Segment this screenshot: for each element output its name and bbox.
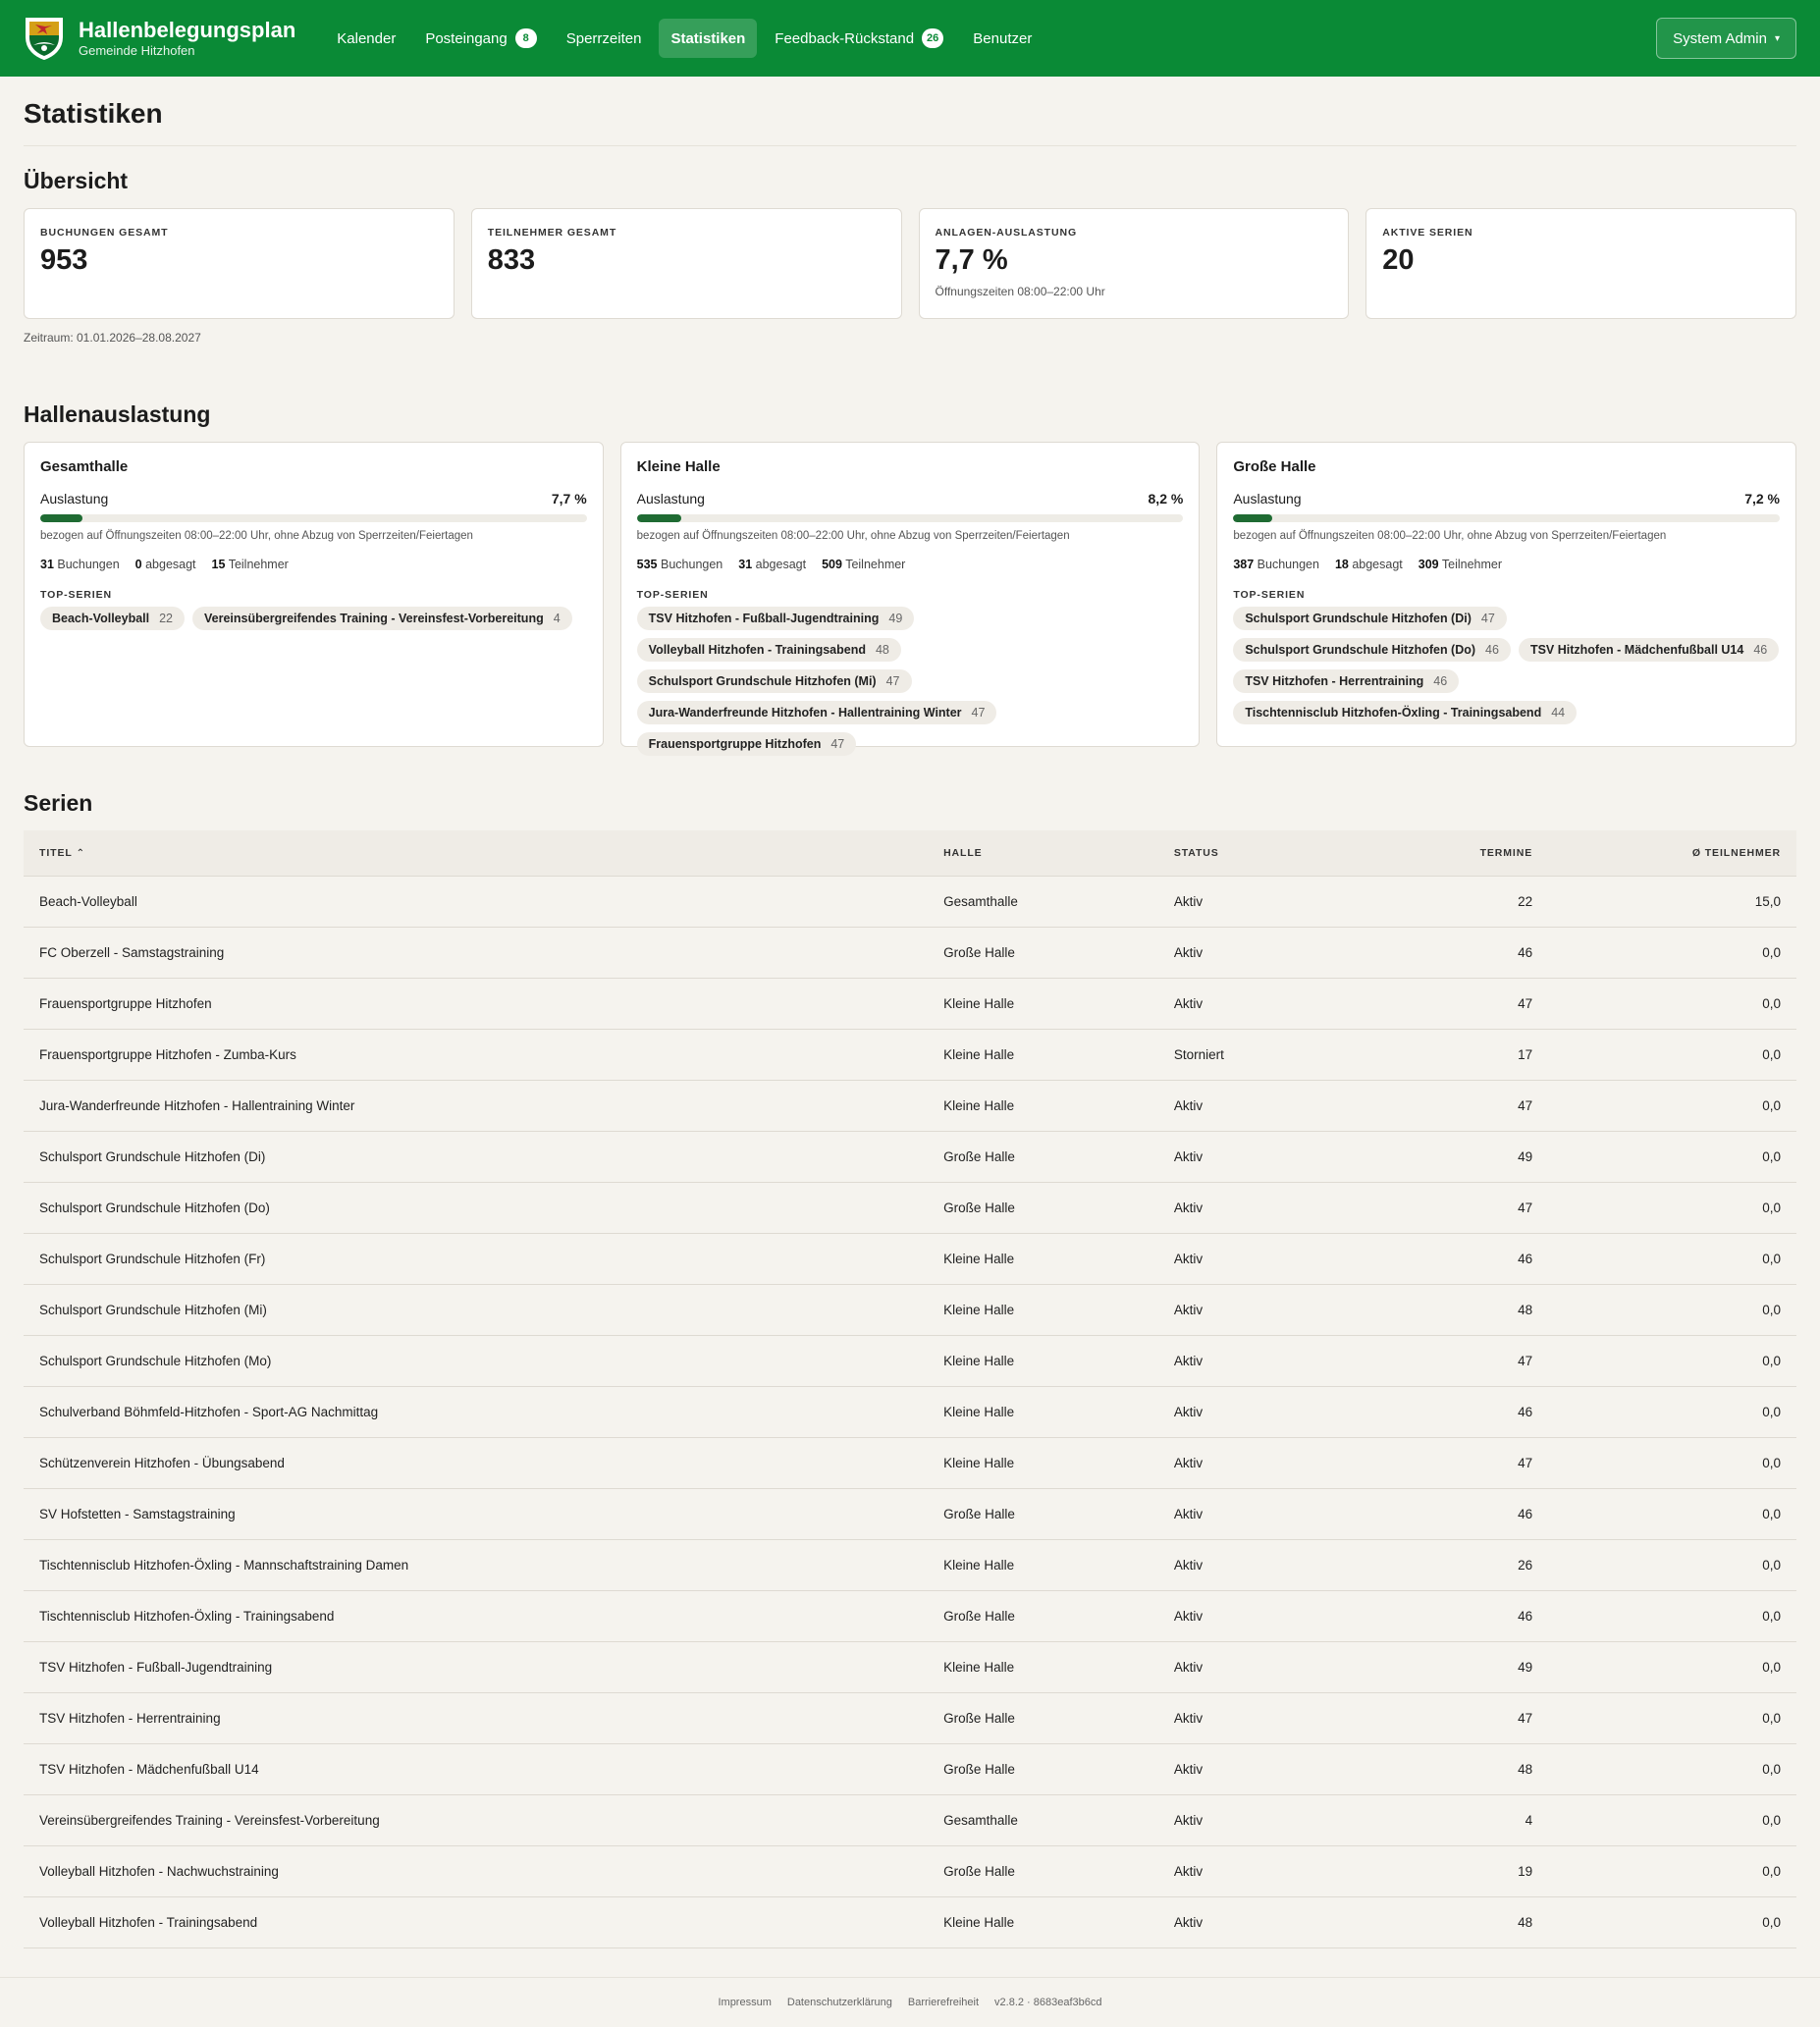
series-avg-participants: 0,0 xyxy=(1548,1794,1796,1845)
table-row[interactable] xyxy=(24,1539,1796,1590)
cancelled-count: 31 abgesagt xyxy=(738,558,807,571)
inbox-count-badge: 8 xyxy=(515,28,537,48)
top-series-label: TOP-SERIEN xyxy=(636,589,709,601)
sort-ascending-icon: ⌃ xyxy=(76,847,85,859)
stat-value: 7,7 % xyxy=(935,244,1008,276)
series-status: Aktiv xyxy=(1158,1743,1389,1794)
series-status: Aktiv xyxy=(1158,1131,1389,1182)
series-dates: 47 xyxy=(1389,1335,1549,1386)
chip-count: 48 xyxy=(875,643,889,657)
top-series-chip xyxy=(637,701,997,724)
series-status: Aktiv xyxy=(1158,1284,1389,1335)
chip-count: 47 xyxy=(1480,612,1495,625)
series-avg-participants: 0,0 xyxy=(1548,978,1796,1029)
chip-label: Schulsport Grundschule Hitzhofen (Do) xyxy=(1245,643,1476,657)
series-avg-participants: 0,0 xyxy=(1548,1284,1796,1335)
stat-label: BUCHUNGEN GESAMT xyxy=(40,227,169,239)
series-hall: Kleine Halle xyxy=(928,978,1158,1029)
series-title: TSV Hitzhofen - Fußball-Jugendtraining xyxy=(24,1641,928,1692)
table-row[interactable] xyxy=(24,1182,1796,1233)
chip-count: 44 xyxy=(1551,706,1566,720)
series-hall: Große Halle xyxy=(928,1590,1158,1641)
table-header-row xyxy=(24,830,1796,876)
table-row[interactable] xyxy=(24,1080,1796,1131)
series-title: Schulverband Böhmfeld-Hitzhofen - Sport-AG Nachmittag xyxy=(24,1386,928,1437)
series-dates: 26 xyxy=(1389,1539,1549,1590)
series-heading: Serien xyxy=(24,790,93,816)
top-series-chip xyxy=(40,607,185,630)
stat-card xyxy=(919,208,1350,319)
series-dates: 49 xyxy=(1389,1641,1549,1692)
series-status: Aktiv xyxy=(1158,1233,1389,1284)
chip-count: 46 xyxy=(1753,643,1768,657)
column-header-avg-participants[interactable]: Ø TEILNEHMER xyxy=(1548,830,1796,876)
series-status: Aktiv xyxy=(1158,1692,1389,1743)
top-series-list xyxy=(1233,607,1780,724)
utilization-row xyxy=(40,491,587,507)
nav-label: Benutzer xyxy=(973,29,1033,47)
series-title: TSV Hitzhofen - Herrentraining xyxy=(24,1692,928,1743)
chip-count: 4 xyxy=(553,612,561,625)
series-avg-participants: 0,0 xyxy=(1548,1029,1796,1080)
chip-label: Frauensportgruppe Hitzhofen xyxy=(648,737,822,751)
user-name: System Admin xyxy=(1673,29,1767,47)
series-table xyxy=(24,830,1796,1948)
series-status: Aktiv xyxy=(1158,1386,1389,1437)
series-status: Aktiv xyxy=(1158,1437,1389,1488)
version-info: v2.8.2 · 8683eaf3b6cd xyxy=(994,1997,1102,2008)
series-dates: 47 xyxy=(1389,1437,1549,1488)
cancelled-count: 0 abgesagt xyxy=(134,558,196,571)
nav-kalender[interactable] xyxy=(325,19,407,58)
main-nav xyxy=(325,19,1044,58)
series-hall: Gesamthalle xyxy=(928,1794,1158,1845)
utilization-label: Auslastung xyxy=(636,491,705,507)
series-avg-participants: 0,0 xyxy=(1548,1386,1796,1437)
stat-card xyxy=(24,208,455,319)
column-header-hall[interactable]: HALLE xyxy=(928,830,1158,876)
top-series-chip xyxy=(637,607,915,630)
footer-link-barrierefreiheit[interactable]: Barrierefreiheit xyxy=(907,1997,980,2008)
nav-label: Posteingang xyxy=(425,29,508,47)
table-row[interactable] xyxy=(24,927,1796,978)
series-avg-participants: 0,0 xyxy=(1548,1080,1796,1131)
stat-label: TEILNEHMER GESAMT xyxy=(487,227,617,239)
series-title: Frauensportgruppe Hitzhofen - Zumba-Kurs xyxy=(24,1029,928,1080)
series-hall: Große Halle xyxy=(928,1845,1158,1896)
nav-label: Kalender xyxy=(337,29,397,47)
series-title: Schulsport Grundschule Hitzhofen (Do) xyxy=(24,1182,928,1233)
series-status: Aktiv xyxy=(1158,1896,1389,1947)
stat-card xyxy=(471,208,902,319)
top-series-list xyxy=(40,607,587,630)
top-series-chip xyxy=(637,732,857,756)
series-title: Frauensportgruppe Hitzhofen xyxy=(24,978,928,1029)
series-avg-participants: 0,0 xyxy=(1548,927,1796,978)
series-hall: Kleine Halle xyxy=(928,1029,1158,1080)
cancelled-count: 18 abgesagt xyxy=(1334,558,1403,571)
nav-label: Sperrzeiten xyxy=(565,29,642,47)
series-title: Beach-Volleyball xyxy=(24,876,928,927)
nav-label: Feedback-Rückstand xyxy=(775,29,915,47)
footer-link-datenschutz[interactable]: Datenschutzerklärung xyxy=(786,1997,892,2008)
app-title: Hallenbelegungsplan xyxy=(79,18,296,42)
series-dates: 49 xyxy=(1389,1131,1549,1182)
utilization-note: bezogen auf Öffnungszeiten 08:00–22:00 Uhr, ohne Abzug von Sperrzeiten/Feiertagen xyxy=(636,530,1070,542)
chip-count: 49 xyxy=(888,612,903,625)
chip-label: Volleyball Hitzhofen - Trainingsabend xyxy=(648,643,866,657)
chip-label: Vereinsübergreifendes Training - Vereinsfest-Vorbereitung xyxy=(204,612,544,625)
series-table-body xyxy=(24,876,1796,1947)
top-series-chip xyxy=(192,607,572,630)
series-hall: Kleine Halle xyxy=(928,1539,1158,1590)
series-status: Aktiv xyxy=(1158,978,1389,1029)
user-menu-button[interactable] xyxy=(1656,18,1796,59)
stat-value: 953 xyxy=(40,244,88,276)
chip-label: Schulsport Grundschule Hitzhofen (Mi) xyxy=(648,674,877,688)
hall-counts xyxy=(40,558,587,571)
chip-label: TSV Hitzhofen - Herrentraining xyxy=(1245,674,1424,688)
series-avg-participants: 0,0 xyxy=(1548,1488,1796,1539)
table-row[interactable] xyxy=(24,1284,1796,1335)
table-row[interactable] xyxy=(24,1794,1796,1845)
table-row[interactable] xyxy=(24,1386,1796,1437)
table-row[interactable] xyxy=(24,1437,1796,1488)
table-row[interactable] xyxy=(24,1029,1796,1080)
hall-name: Große Halle xyxy=(1233,458,1316,475)
series-hall: Kleine Halle xyxy=(928,1335,1158,1386)
nav-feedback-rueckstand[interactable] xyxy=(763,19,955,58)
top-series-list xyxy=(637,607,1184,756)
bookings-count: 387 Buchungen xyxy=(1233,558,1319,571)
table-row[interactable] xyxy=(24,1488,1796,1539)
chip-label: Beach-Volleyball xyxy=(52,612,150,625)
series-hall: Kleine Halle xyxy=(928,1386,1158,1437)
brand[interactable] xyxy=(24,16,295,61)
hall-name: Kleine Halle xyxy=(636,458,721,475)
chevron-down-icon: ▾ xyxy=(1774,32,1780,44)
series-dates: 46 xyxy=(1389,1386,1549,1437)
chip-label: TSV Hitzhofen - Mädchenfußball U14 xyxy=(1529,643,1744,657)
top-series-chip xyxy=(1233,701,1577,724)
nav-posteingang[interactable] xyxy=(413,19,548,58)
series-title: Schützenverein Hitzhofen - Übungsabend xyxy=(24,1437,928,1488)
utilization-bar xyxy=(637,514,1184,522)
chip-count: 47 xyxy=(971,706,986,720)
hall-card xyxy=(620,442,1201,751)
utilization-percent: 8,2 % xyxy=(1148,491,1184,507)
column-header-dates[interactable]: TERMINE xyxy=(1389,830,1549,876)
series-hall: Kleine Halle xyxy=(928,1080,1158,1131)
utilization-row xyxy=(637,491,1184,507)
series-dates: 47 xyxy=(1389,1182,1549,1233)
overview-stats xyxy=(24,208,1796,319)
series-dates: 47 xyxy=(1389,1080,1549,1131)
series-dates: 17 xyxy=(1389,1029,1549,1080)
series-title: SV Hofstetten - Samstagstraining xyxy=(24,1488,928,1539)
nav-sperrzeiten[interactable] xyxy=(555,19,654,58)
series-title: Vereinsübergreifendes Training - Vereinsfest-Vorbereitung xyxy=(24,1794,928,1845)
stat-label: AKTIVE SERIEN xyxy=(1382,227,1473,239)
hall-utilization-heading: Hallenauslastung xyxy=(24,401,211,427)
series-dates: 22 xyxy=(1389,876,1549,927)
series-title: Tischtennisclub Hitzhofen-Öxling - Mannschaftstraining Damen xyxy=(24,1539,928,1590)
utilization-bar-fill xyxy=(40,514,82,522)
series-status: Aktiv xyxy=(1158,1539,1389,1590)
chip-count: 47 xyxy=(885,674,900,688)
series-hall: Große Halle xyxy=(928,1692,1158,1743)
series-status: Aktiv xyxy=(1158,927,1389,978)
series-title: Volleyball Hitzhofen - Nachwuchstraining xyxy=(24,1845,928,1896)
series-avg-participants: 0,0 xyxy=(1548,1437,1796,1488)
date-range: Zeitraum: 01.01.2026–28.08.2027 xyxy=(24,331,201,345)
series-avg-participants: 15,0 xyxy=(1548,876,1796,927)
utilization-row xyxy=(1233,491,1780,507)
series-avg-participants: 0,0 xyxy=(1548,1896,1796,1947)
series-dates: 4 xyxy=(1389,1794,1549,1845)
utilization-bar-fill xyxy=(1233,514,1272,522)
footer xyxy=(0,1977,1820,2027)
utilization-note: bezogen auf Öffnungszeiten 08:00–22:00 Uhr, ohne Abzug von Sperrzeiten/Feiertagen xyxy=(40,530,473,542)
series-hall: Kleine Halle xyxy=(928,1284,1158,1335)
series-status: Aktiv xyxy=(1158,876,1389,927)
series-title: TSV Hitzhofen - Mädchenfußball U14 xyxy=(24,1743,928,1794)
series-hall: Kleine Halle xyxy=(928,1437,1158,1488)
utilization-bar-fill xyxy=(637,514,682,522)
series-avg-participants: 0,0 xyxy=(1548,1131,1796,1182)
series-dates: 47 xyxy=(1389,1692,1549,1743)
series-title: Jura-Wanderfreunde Hitzhofen - Hallentraining Winter xyxy=(24,1080,928,1131)
chip-label: Jura-Wanderfreunde Hitzhofen - Hallentraining Winter xyxy=(648,706,962,720)
chip-count: 46 xyxy=(1433,674,1448,688)
table-row[interactable] xyxy=(24,1641,1796,1692)
series-status: Aktiv xyxy=(1158,1182,1389,1233)
series-avg-participants: 0,0 xyxy=(1548,1641,1796,1692)
stat-card xyxy=(1365,208,1796,319)
chip-count: 22 xyxy=(159,612,174,625)
series-title: Tischtennisclub Hitzhofen-Öxling - Trainingsabend xyxy=(24,1590,928,1641)
series-avg-participants: 0,0 xyxy=(1548,1692,1796,1743)
nav-statistiken[interactable] xyxy=(659,19,757,58)
hall-counts xyxy=(637,558,1184,571)
utilization-label: Auslastung xyxy=(40,491,109,507)
series-hall: Große Halle xyxy=(928,1182,1158,1233)
series-avg-participants: 0,0 xyxy=(1548,1182,1796,1233)
top-series-chip xyxy=(637,669,912,693)
series-status: Aktiv xyxy=(1158,1641,1389,1692)
table-row[interactable] xyxy=(24,978,1796,1029)
stat-label: ANLAGEN-AUSLASTUNG xyxy=(935,227,1078,239)
series-hall: Große Halle xyxy=(928,1131,1158,1182)
series-status: Aktiv xyxy=(1158,1794,1389,1845)
series-avg-participants: 0,0 xyxy=(1548,1743,1796,1794)
table-row[interactable] xyxy=(24,1590,1796,1641)
series-status: Aktiv xyxy=(1158,1845,1389,1896)
series-avg-participants: 0,0 xyxy=(1548,1233,1796,1284)
chip-count: 47 xyxy=(830,737,845,751)
series-dates: 19 xyxy=(1389,1845,1549,1896)
table-row[interactable] xyxy=(24,1233,1796,1284)
series-hall: Kleine Halle xyxy=(928,1233,1158,1284)
stat-subtext: Öffnungszeiten 08:00–22:00 Uhr xyxy=(935,285,1105,298)
top-series-label: TOP-SERIEN xyxy=(1233,589,1306,601)
series-title: FC Oberzell - Samstagstraining xyxy=(24,927,928,978)
chip-count: 46 xyxy=(1485,643,1499,657)
series-status: Aktiv xyxy=(1158,1080,1389,1131)
top-series-chip xyxy=(1233,607,1506,630)
top-series-chip xyxy=(1233,669,1459,693)
series-title: Volleyball Hitzhofen - Trainingsabend xyxy=(24,1896,928,1947)
chip-label: TSV Hitzhofen - Fußball-Jugendtraining xyxy=(648,612,880,625)
table-row[interactable] xyxy=(24,1692,1796,1743)
chip-label: Tischtennisclub Hitzhofen-Öxling - Trainingsabend xyxy=(1245,706,1542,720)
series-title: Schulsport Grundschule Hitzhofen (Mi) xyxy=(24,1284,928,1335)
table-row[interactable] xyxy=(24,1335,1796,1386)
main-content xyxy=(0,77,1820,1948)
series-status: Aktiv xyxy=(1158,1335,1389,1386)
hall-counts xyxy=(1233,558,1780,571)
participants-count: 509 Teilnehmer xyxy=(822,558,906,571)
participants-count: 309 Teilnehmer xyxy=(1418,558,1503,571)
stat-value: 833 xyxy=(487,244,536,276)
series-dates: 48 xyxy=(1389,1743,1549,1794)
table-row[interactable] xyxy=(24,1743,1796,1794)
series-avg-participants: 0,0 xyxy=(1548,1335,1796,1386)
chip-label: Schulsport Grundschule Hitzhofen (Di) xyxy=(1245,612,1472,625)
utilization-note: bezogen auf Öffnungszeiten 08:00–22:00 Uhr, ohne Abzug von Sperrzeiten/Feiertagen xyxy=(1233,530,1667,542)
series-dates: 46 xyxy=(1389,1488,1549,1539)
utilization-percent: 7,7 % xyxy=(551,491,587,507)
bookings-count: 31 Buchungen xyxy=(40,558,120,571)
app-subtitle: Gemeinde Hitzhofen xyxy=(79,43,195,58)
series-dates: 48 xyxy=(1389,1896,1549,1947)
table-row[interactable] xyxy=(24,1845,1796,1896)
series-dates: 46 xyxy=(1389,927,1549,978)
stat-value: 20 xyxy=(1382,244,1415,276)
series-dates: 46 xyxy=(1389,1590,1549,1641)
series-title: Schulsport Grundschule Hitzhofen (Mo) xyxy=(24,1335,928,1386)
series-title: Schulsport Grundschule Hitzhofen (Di) xyxy=(24,1131,928,1182)
utilization-percent: 7,2 % xyxy=(1744,491,1780,507)
bookings-count: 535 Buchungen xyxy=(636,558,723,571)
top-navigation-bar xyxy=(0,0,1820,77)
series-dates: 48 xyxy=(1389,1284,1549,1335)
utilization-bar xyxy=(40,514,587,522)
nav-benutzer[interactable] xyxy=(961,19,1044,58)
series-avg-participants: 0,0 xyxy=(1548,1539,1796,1590)
series-dates: 46 xyxy=(1389,1233,1549,1284)
hall-name: Gesamthalle xyxy=(40,458,129,475)
footer-link-impressum[interactable]: Impressum xyxy=(718,1997,772,2008)
top-series-chip xyxy=(1519,638,1779,662)
series-hall: Große Halle xyxy=(928,1743,1158,1794)
utilization-bar xyxy=(1233,514,1780,522)
participants-count: 15 Teilnehmer xyxy=(211,558,289,571)
nav-label: Statistiken xyxy=(670,29,746,47)
feedback-count-badge: 26 xyxy=(922,28,943,48)
top-series-chip xyxy=(1233,638,1511,662)
utilization-label: Auslastung xyxy=(1233,491,1302,507)
series-dates: 47 xyxy=(1389,978,1549,1029)
hall-card xyxy=(24,442,604,747)
series-hall: Große Halle xyxy=(928,1488,1158,1539)
series-status: Aktiv xyxy=(1158,1590,1389,1641)
overview-heading: Übersicht xyxy=(24,168,129,193)
series-status: Storniert xyxy=(1158,1029,1389,1080)
table-row[interactable] xyxy=(24,1896,1796,1947)
column-header-status[interactable]: STATUS xyxy=(1158,830,1389,876)
hall-cards xyxy=(24,442,1796,751)
series-hall: Gesamthalle xyxy=(928,876,1158,927)
top-series-label: TOP-SERIEN xyxy=(40,589,112,601)
series-hall: Kleine Halle xyxy=(928,1896,1158,1947)
series-status: Aktiv xyxy=(1158,1488,1389,1539)
series-hall: Große Halle xyxy=(928,927,1158,978)
hall-card xyxy=(1216,442,1796,747)
series-avg-participants: 0,0 xyxy=(1548,1845,1796,1896)
table-row[interactable] xyxy=(24,876,1796,927)
series-hall: Kleine Halle xyxy=(928,1641,1158,1692)
top-series-chip xyxy=(637,638,901,662)
series-avg-participants: 0,0 xyxy=(1548,1590,1796,1641)
series-title: Schulsport Grundschule Hitzhofen (Fr) xyxy=(24,1233,928,1284)
column-header-title[interactable]: TITEL ⌃ xyxy=(24,830,928,876)
page-title: Statistiken xyxy=(24,77,1796,146)
table-row[interactable] xyxy=(24,1131,1796,1182)
municipal-crest-icon xyxy=(24,16,65,61)
